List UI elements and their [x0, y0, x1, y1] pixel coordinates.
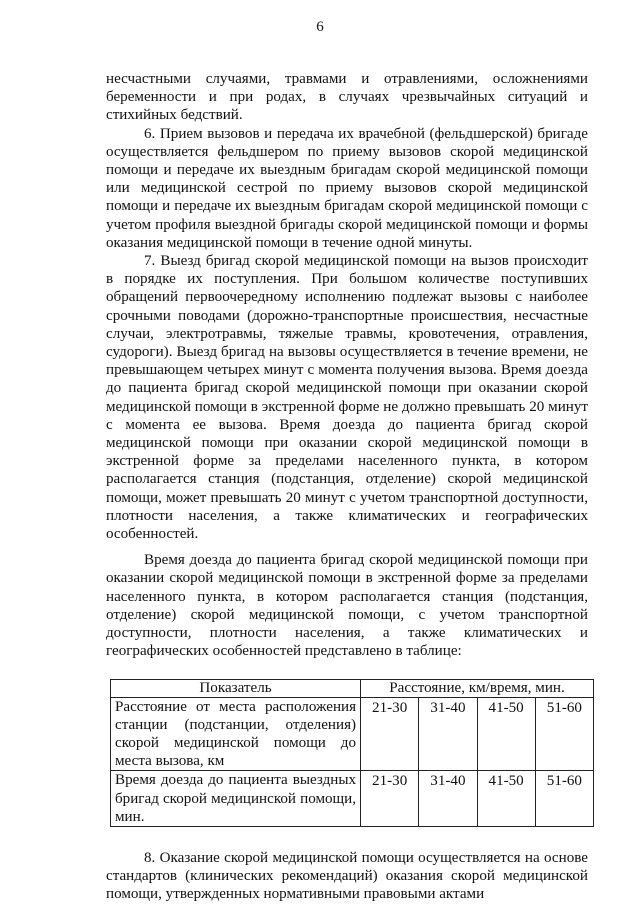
paragraph-continued: несчастными случаями, травмами и отравлениями, осложнениями беременности и при родах, в случаях чрезвычайных ситуаций и стихийных бедствий. — [106, 71, 588, 124]
page-number: 6 — [316, 19, 324, 35]
table-header-row — [111, 679, 594, 697]
row-label: Время доезда до пациента выездных бригад скорой медицинской помощи, мин. — [111, 771, 361, 827]
paragraph-7: 7. Выезд бригад скорой медицинской помощи на вызов происходит в порядке их поступления. При большом количестве поступивших обращений первоочередному исполнению подлежат вызовы с наиболее срочными поводами (дорожно-транспортные происшествия, несчастные случаи, электротравмы, тяжелые травмы, кровотечения, отравления, судороги). Выезд бригад на вызовы осуществляется в течение времени, не превышающем четырех минут с момента получения вызова. Время доезда до пациента бригад скорой медицинской помощи при оказании скорой медицинской помощи в экстренной форме не должно превышать 20 минут с момента ее вызова. Время доезда до пациента бригад скорой медицинской помощи при оказании скорой медицинской помощи в экстренной форме за пределами населенного пункта, в котором располагается станция (подстанция, отделение) скорой медицинской помощи, может превышать 20 минут с учетом транспортной доступности, плотности населения, а также климатических и географических особенностей. — [106, 253, 588, 543]
table-cell: 31-40 — [419, 697, 477, 771]
paragraph-8: 8. Оказание скорой медицинской помощи осуществляется на основе стандартов (клинических рекомендаций) оказания скорой медицинской помощи, утвержденных нормативными правовыми актами — [106, 849, 588, 903]
table-cell: 31-40 — [419, 771, 477, 827]
table-cell: 21-30 — [361, 697, 419, 771]
header-indicator: Показатель — [111, 679, 361, 697]
paragraph-travel-time: Время доезда до пациента бригад скорой медицинской помощи при оказании скорой медицинской помощи в экстренной форме за пределами населенного пункта, в котором располагается станция (подстанция, отделение) скорой медицинской помощи, с учетом транспортной доступности, плотности населения, а также климатических и географических особенностей представлено в таблице: — [106, 552, 588, 660]
table-cell: 21-30 — [361, 771, 419, 827]
table-cell: 41-50 — [477, 697, 535, 771]
table-cell: 51-60 — [535, 697, 593, 771]
distance-time-table — [110, 679, 594, 827]
header-distance-time: Расстояние, км/время, мин. — [361, 679, 594, 697]
paragraph-6: 6. Прием вызовов и передача их врачебной (фельдшерской) бригаде осуществляется фельдшером по приему вызовов скорой медицинской помощи и передаче их выездным бригадам скорой медицинской помощи или медицинской сестрой по приему вызовов скорой медицинской помощи и передаче их выездным бригадам скорой медицинской помощи с учетом профиля выездной бригады скорой медицинской помощи и формы оказания медицинской помощи в течение одной минуты. — [106, 125, 588, 251]
table-cell: 41-50 — [477, 771, 535, 827]
table-cell: 51-60 — [535, 771, 593, 827]
page-content — [106, 70, 588, 904]
table-row — [111, 771, 594, 827]
row-label: Расстояние от места расположения станции (подстанции, отделения) скорой медицинской помощи до места вызова, км — [111, 697, 361, 771]
table-row — [111, 697, 594, 771]
